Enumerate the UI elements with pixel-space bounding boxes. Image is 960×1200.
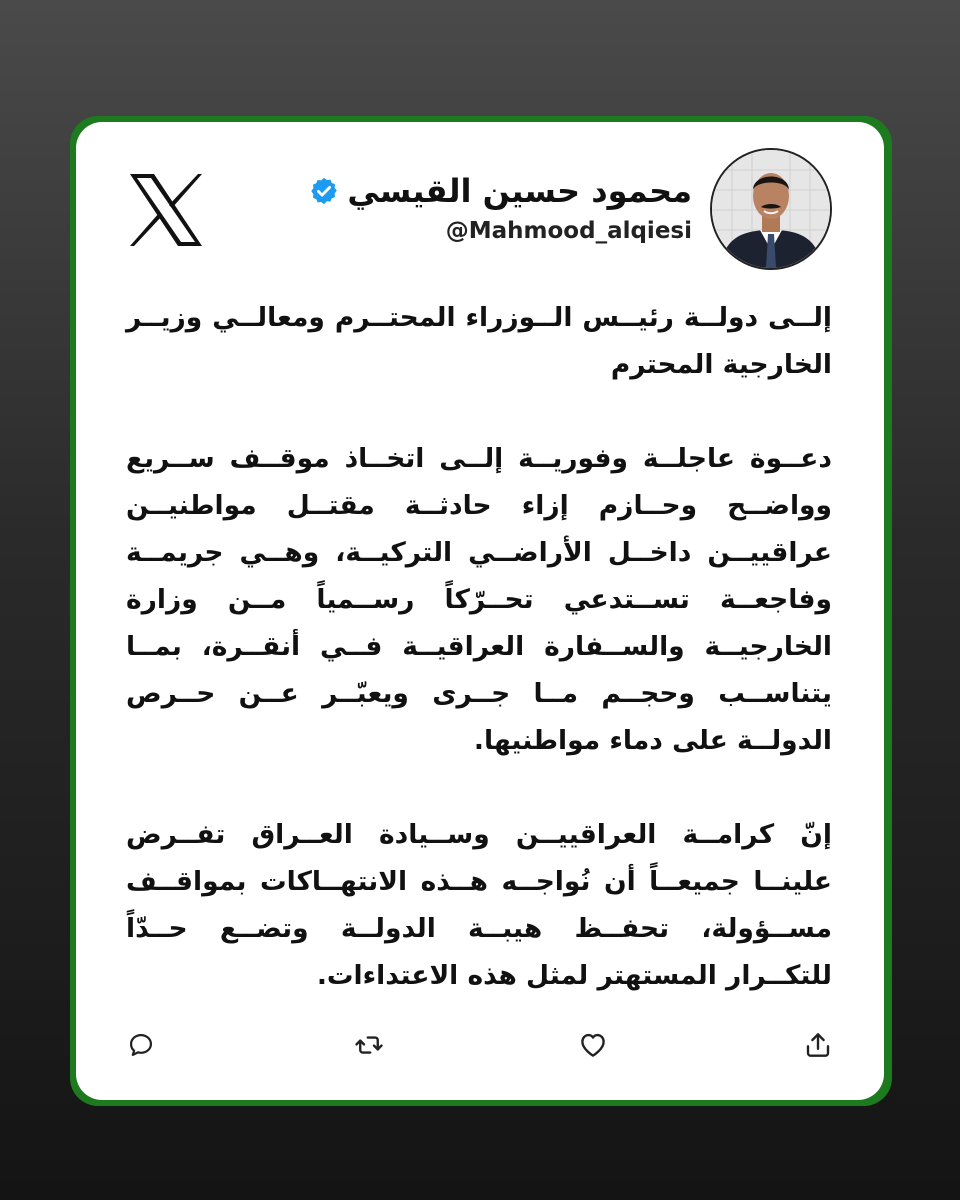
share-icon	[803, 1030, 833, 1060]
tweet-paragraph: إلــى دولــة رئيــس الــوزراء المحتــرم ومعالــي وزيــر الخارجية المحترم	[126, 302, 832, 380]
author-handle[interactable]: @Mahmood_alqiesi	[445, 218, 692, 244]
like-button[interactable]	[578, 1030, 608, 1060]
retweet-icon	[354, 1030, 384, 1060]
author-row	[309, 172, 692, 210]
tweet-paragraph: دعــوة عاجلــة وفوريــة إلــى اتخــاذ موقــف ســريع وواضــح وحــازم إزاء حادثــة مقتــل مواطنيــن عراقييــن داخــل الأراضــي التركيــة، وهــي جريمــة وفاجعــة تســتدعي تحــرّكاً رســمياً مــن وزارة الخارجيــة والســفارة العراقيــة فــي أنقــرة، بمــا يتناســب وحجــم مــا جــرى ويعبّــر عــن حــرص الدولــة على دماء مواطنيها.	[126, 443, 832, 756]
author-name[interactable]: محمود حسين القيسي	[347, 172, 692, 210]
heart-icon	[578, 1030, 608, 1060]
avatar[interactable]	[710, 148, 832, 270]
tweet-text	[126, 294, 832, 999]
verified-badge-icon	[309, 176, 339, 206]
tweet-card	[76, 122, 884, 1100]
tweet-actions	[76, 1030, 884, 1064]
reply-button[interactable]	[126, 1030, 156, 1060]
tweet-paragraph: إنّ كرامــة العراقييــن وســيادة العــراق تفــرض علينــا جميعــاً أن نُواجــه هــذه الانتهــاكات بمواقــف مســؤولة، تحفــظ هيبــة الدولــة وتضــع حــدّاً للتكــرار المستهتر لمثل هذه الاعتداءات.	[126, 819, 832, 991]
reply-icon	[127, 1031, 155, 1059]
share-button[interactable]	[803, 1030, 833, 1060]
x-logo-icon	[128, 172, 204, 248]
retweet-button[interactable]	[354, 1030, 384, 1060]
